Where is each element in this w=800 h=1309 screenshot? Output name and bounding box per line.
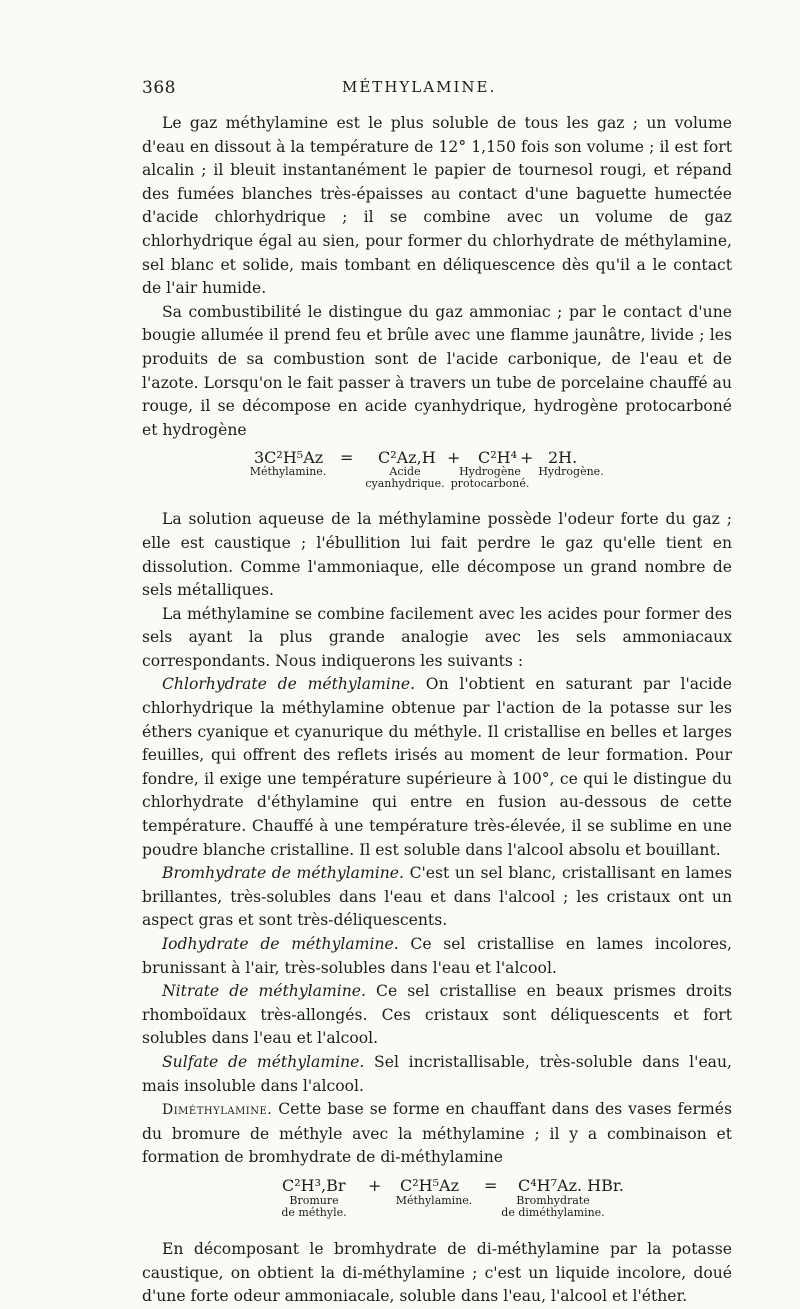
eq1-term-acide: C²Az,H bbox=[378, 448, 436, 468]
eq1-label-methylamine: Méthylamine. bbox=[249, 465, 327, 479]
paragraph-bromhydrate bbox=[142, 862, 732, 933]
page-number: 368 bbox=[142, 78, 176, 98]
paragraph-iodhydrate bbox=[142, 933, 732, 980]
page-header bbox=[142, 78, 662, 108]
paragraph-chlorhydrate bbox=[142, 673, 732, 862]
heading-sulfate: Sulfate de méthylamine. bbox=[162, 1052, 365, 1071]
text-nitrate: Ce sel cristallise en beaux prismes droits rhomboïdaux très-allongés. Ces cristaux sont déliquescents et fort solubles dans l'eau et l'alcool. bbox=[142, 982, 732, 1048]
eq1-label-hydrogene-proto: Hydrogène protocarboné. bbox=[450, 465, 530, 491]
eq2-label-bromure: Bromure de méthyle. bbox=[281, 1193, 347, 1219]
paragraph-salts-intro: La méthylamine se combine facilement avec les acides pour former des sels ayant la plus grande analogie avec les sels ammoniacaux correspondants. Nous indiquerons les suivants : bbox=[142, 604, 732, 670]
heading-bromhydrate: Bromhydrate de méthylamine. bbox=[162, 864, 404, 883]
eq1-plus-2: + bbox=[520, 448, 534, 468]
text-bromhydrate: C'est un sel blanc, cristallisant en lames brillantes, très-solubles dans l'eau et dans l'alcool ; les cristaux ont un aspect gras et sont très-déliquescents. bbox=[142, 864, 732, 930]
text-sulfate: Sel incristallisable, très-soluble dans l'eau, mais insoluble dans l'alcool. bbox=[142, 1052, 732, 1095]
paragraph-decomposition: En décomposant le bromhydrate de di-méthylamine par la potasse caustique, on obtient la di-méthylamine ; c'est un liquide incolore, doué d'une forte odeur ammoniacale, soluble dans l'eau, l'alcool et l'éther. bbox=[142, 1239, 732, 1306]
text-chlorhydrate: On l'obtient en saturant par l'acide chlorhydrique la méthylamine obtenue par l'action de la potasse sur les éthers cyanique et cyanurique du méthyle. Il cristallise en belles et larges feuilles, qui offrent des reflets irisés au moment de leur formation. Pour fondre, il exige une température supérieure à 100°, ce qui le distingue du chlorhydrate d'éthylamine qui entre en fusion au-dessous de cette température. Chauffé à une température très-élevée, il se sublime en une poudre blanche cristalline. Il est soluble dans l'alcool absolu et bouillant. bbox=[142, 675, 732, 859]
eq1-equals: = bbox=[340, 448, 354, 468]
equation-decomposition bbox=[142, 446, 732, 508]
eq2-term-bromure: C²H³,Br bbox=[282, 1175, 346, 1195]
text-iodhydrate: Ce sel cristallise en lames incolores, brunissant à l'air, très-solubles dans l'eau et l'alcool. bbox=[142, 935, 733, 977]
eq1-term-methylamine: 3C²H⁵Az bbox=[254, 448, 324, 468]
eq1-term-hydrogene: 2H. bbox=[548, 448, 578, 468]
eq2-term-methylamine: C²H⁵Az bbox=[400, 1175, 460, 1195]
text-dimethylamine: Cette base se forme en chauffant dans des vases fermés du bromure de méthyle avec la méthylamine ; il y a combinaison et formation de bromhydrate de di-méthylamine bbox=[142, 1100, 732, 1167]
heading-iodhydrate: Iodhydrate de méthylamine. bbox=[162, 935, 399, 953]
eq2-label-methylamine: Méthylamine. bbox=[395, 1193, 473, 1207]
heading-dimethylamine: Diméthylamine. bbox=[162, 1102, 273, 1119]
paragraph-dimethylamine bbox=[142, 1098, 732, 1170]
paragraph-combustion: Sa combustibilité le distingue du gaz ammoniac ; par le contact d'une bougie allumée il prend feu et brûle avec une flamme jaunâtre, livide ; les produits de sa combustion sont de l'acide carbonique, de l'eau et de l'azote. Lorsqu'on le fait passer à travers un tube de porcelaine chauffé au rouge, il se décompose en acide cyanhydrique, hydrogène protocarboné et hydrogène bbox=[142, 302, 732, 439]
eq2-term-bromhydrate: C⁴H⁷Az. HBr. bbox=[518, 1175, 624, 1195]
eq1-plus-1: + bbox=[447, 448, 461, 468]
paragraph-gas-properties: Le gaz méthylamine est le plus soluble de tous les gaz ; un volume d'eau en dissout à la température de 12° 1,150 fois son volume ; il est fort alcalin ; il bleuit instantanément le papier de tournesol rougi, et répand des fumées blanches très-épaisses au contact d'une baguette humectée d'acide chlorhydrique ; il se combine avec un volume de gaz chlorhydrique égal au sien, pour former du chlorhydrate de méthylamine, sel blanc et solide, mais tombant en déliquescence dès qu'il a le contact de l'air humide. bbox=[142, 114, 732, 298]
eq2-plus: + bbox=[368, 1175, 382, 1195]
equation-formation bbox=[142, 1174, 732, 1232]
eq2-label-bromhydrate: Bromhydrate de diméthylamine. bbox=[501, 1193, 605, 1219]
body-text bbox=[142, 112, 732, 1309]
eq1-label-hydrogene: Hydrogène. bbox=[538, 465, 604, 479]
heading-nitrate: Nitrate de méthylamine. bbox=[162, 982, 366, 1001]
eq2-equals: = bbox=[484, 1175, 498, 1195]
paragraph-solution: La solution aqueuse de la méthylamine possède l'odeur forte du gaz ; elle est caustique ; l'ébullition lui fait perdre le gaz qu'elle tient en dissolution. Comme l'ammoniaque, elle décompose un grand nombre de sels métalliques. bbox=[142, 510, 732, 600]
eq1-term-hydrogene-proto: C²H⁴ bbox=[478, 448, 518, 468]
running-title: MÉTHYLAMINE. bbox=[342, 78, 497, 96]
eq1-label-acide: Acide cyanhydrique. bbox=[365, 465, 445, 491]
paragraph-sulfate bbox=[142, 1051, 732, 1098]
paragraph-nitrate bbox=[142, 980, 732, 1051]
heading-chlorhydrate: Chlorhydrate de méthylamine. bbox=[162, 675, 416, 694]
